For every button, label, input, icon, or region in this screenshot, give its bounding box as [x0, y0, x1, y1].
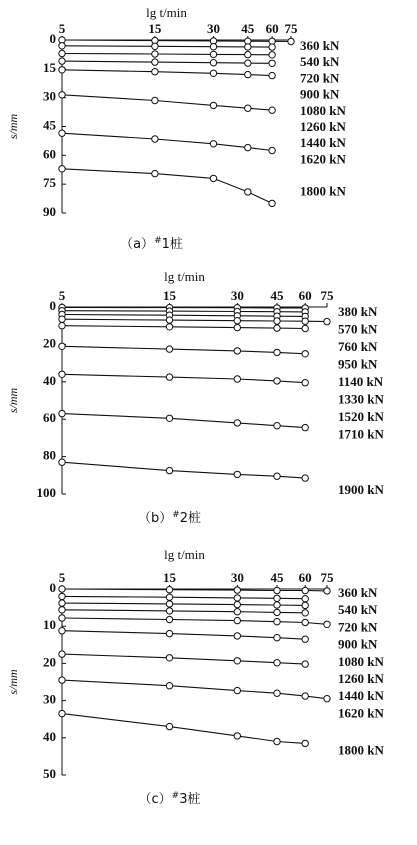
data-point: [210, 44, 216, 50]
data-point: [234, 595, 240, 601]
data-point: [302, 610, 308, 616]
load-label: 1080 kN: [300, 102, 346, 118]
chart-title: lg t/min: [164, 268, 205, 284]
series-line-6: [62, 346, 305, 354]
load-label: 1260 kN: [338, 670, 384, 686]
x-tick-label: 75: [320, 570, 334, 585]
load-label: 360 kN: [300, 37, 340, 53]
data-point: [274, 602, 280, 608]
data-point: [59, 58, 65, 64]
data-point: [302, 325, 308, 331]
series-line-3: [62, 603, 305, 605]
data-point: [166, 317, 172, 323]
load-label: 760 kN: [338, 338, 378, 354]
load-label: 1260 kN: [300, 118, 346, 134]
data-point: [166, 723, 172, 729]
data-point: [234, 471, 240, 477]
data-point: [166, 594, 172, 600]
data-point: [152, 170, 158, 176]
series-line-9: [62, 714, 305, 744]
data-point: [324, 318, 330, 324]
data-point: [302, 351, 308, 357]
data-point: [59, 710, 65, 716]
y-tick-label: 20: [43, 335, 56, 351]
load-label: 360 kN: [338, 584, 378, 600]
data-point: [234, 733, 240, 739]
series-line-8: [62, 169, 272, 204]
y-axis-label: s/mm: [5, 669, 20, 695]
series-line-4: [62, 319, 327, 321]
data-point: [302, 693, 308, 699]
x-tick-label: 60: [298, 288, 312, 303]
load-label: 1900 kN: [338, 481, 384, 497]
load-label: 1710 kN: [338, 426, 384, 442]
data-point: [59, 593, 65, 599]
x-tick-label: 75: [284, 21, 298, 36]
series-line-3: [62, 315, 305, 317]
series-line-2: [62, 596, 305, 598]
y-tick-label: 40: [43, 372, 56, 388]
load-label: 1520 kN: [338, 408, 384, 424]
data-point: [210, 175, 216, 181]
data-point: [274, 619, 280, 625]
data-point: [234, 609, 240, 615]
x-tick-label: 45: [270, 570, 284, 585]
data-point: [166, 324, 172, 330]
load-label: 1800 kN: [300, 183, 346, 199]
data-point: [302, 740, 308, 746]
load-label: 1620 kN: [300, 151, 346, 167]
data-point: [166, 415, 172, 421]
load-label: 540 kN: [338, 602, 378, 618]
data-point: [166, 374, 172, 380]
data-point: [59, 130, 65, 136]
panel-caption: （c）#3桩: [138, 791, 201, 807]
series-line-5: [62, 618, 327, 624]
y-tick-label: 90: [43, 203, 56, 219]
data-point: [234, 617, 240, 623]
y-tick-label: 20: [43, 654, 56, 670]
chart-title: lg t/min: [164, 546, 205, 562]
data-point: [166, 616, 172, 622]
data-point: [324, 588, 330, 594]
x-tick-label: 15: [148, 21, 162, 36]
data-point: [324, 696, 330, 702]
load-label: 1080 kN: [338, 653, 384, 669]
data-point: [274, 587, 280, 593]
data-point: [59, 459, 65, 465]
x-tick-label: 75: [320, 288, 334, 303]
load-label: 900 kN: [300, 86, 340, 102]
data-point: [152, 136, 158, 142]
x-tick-label: 5: [58, 288, 66, 303]
data-point: [210, 102, 216, 108]
load-label: 900 kN: [338, 636, 378, 652]
x-tick-label: 30: [207, 21, 221, 36]
data-point: [324, 621, 330, 627]
data-point: [234, 318, 240, 324]
data-point: [274, 609, 280, 615]
x-tick-label: 45: [270, 288, 284, 303]
data-point: [59, 67, 65, 73]
data-point: [166, 601, 172, 607]
data-point: [166, 467, 172, 473]
load-label: 380 kN: [338, 303, 378, 319]
y-axis-label: s/mm: [5, 387, 20, 414]
data-point: [210, 51, 216, 57]
data-point: [269, 147, 275, 153]
y-tick-label: 40: [43, 728, 56, 744]
load-label: 720 kN: [338, 619, 378, 635]
data-point: [166, 683, 172, 689]
data-point: [269, 60, 275, 66]
series-line-8: [62, 414, 305, 428]
x-tick-label: 5: [58, 570, 66, 585]
data-point: [59, 410, 65, 416]
data-point: [302, 596, 308, 602]
data-point: [234, 687, 240, 693]
data-point: [166, 346, 172, 352]
data-point: [234, 601, 240, 607]
data-point: [245, 71, 251, 77]
data-point: [234, 658, 240, 664]
series-line-2: [62, 311, 305, 312]
data-point: [210, 60, 216, 66]
y-tick-label: 0: [49, 297, 56, 313]
series-line-4: [62, 61, 272, 63]
data-point: [152, 97, 158, 103]
chart-panel-2: [6, 269, 385, 526]
data-point: [245, 144, 251, 150]
data-point: [269, 72, 275, 78]
data-point: [274, 635, 280, 641]
y-tick-label: 60: [43, 146, 56, 162]
data-point: [274, 738, 280, 744]
data-point: [274, 690, 280, 696]
x-tick-label: 5: [58, 21, 66, 36]
data-point: [245, 51, 251, 57]
data-point: [302, 587, 308, 593]
data-point: [302, 602, 308, 608]
y-tick-label: 30: [43, 88, 56, 104]
load-label: 1330 kN: [338, 391, 384, 407]
data-point: [152, 69, 158, 75]
data-point: [166, 655, 172, 661]
x-tick-label: 45: [241, 21, 255, 36]
data-point: [166, 608, 172, 614]
data-point: [245, 105, 251, 111]
data-point: [234, 633, 240, 639]
data-point: [274, 378, 280, 384]
panel-caption: （b）#2桩: [137, 510, 202, 526]
data-point: [166, 630, 172, 636]
series-line-7: [62, 374, 305, 382]
data-point: [59, 166, 65, 172]
data-point: [274, 660, 280, 666]
series-line-7: [62, 654, 305, 664]
load-label: 720 kN: [300, 70, 340, 86]
x-tick-label: 30: [230, 288, 244, 303]
series-line-7: [62, 133, 272, 150]
panel-caption: （a）#1桩: [120, 236, 183, 252]
load-label: 540 kN: [300, 54, 340, 70]
series-line-2: [62, 46, 272, 47]
y-tick-label: 100: [36, 484, 56, 500]
data-point: [152, 51, 158, 57]
data-point: [59, 677, 65, 683]
data-point: [152, 43, 158, 49]
y-tick-label: 80: [43, 447, 56, 463]
y-tick-label: 15: [43, 59, 56, 75]
series-line-9: [62, 462, 305, 478]
x-tick-label: 30: [230, 570, 244, 585]
data-point: [274, 318, 280, 324]
data-point: [59, 50, 65, 56]
data-point: [234, 324, 240, 330]
data-point: [302, 636, 308, 642]
data-point: [59, 43, 65, 49]
data-point: [274, 423, 280, 429]
load-label: 1440 kN: [300, 135, 346, 151]
data-point: [59, 371, 65, 377]
x-tick-label: 15: [163, 570, 177, 585]
chart-panel-3: [6, 547, 385, 807]
data-point: [59, 600, 65, 606]
data-point: [59, 607, 65, 613]
series-line-5: [62, 326, 305, 329]
chart-panel-1: [6, 5, 347, 252]
data-point: [210, 70, 216, 76]
load-label: 1620 kN: [338, 705, 384, 721]
data-point: [59, 343, 65, 349]
series-line-4: [62, 610, 305, 613]
data-point: [59, 323, 65, 329]
load-label: 570 kN: [338, 321, 378, 337]
data-point: [302, 424, 308, 430]
x-tick-label: 60: [265, 21, 279, 36]
data-point: [288, 38, 294, 44]
data-point: [245, 44, 251, 50]
data-point: [234, 376, 240, 382]
series-line-3: [62, 54, 272, 55]
data-point: [274, 595, 280, 601]
data-point: [302, 380, 308, 386]
y-tick-label: 75: [43, 175, 56, 191]
load-label: 1800 kN: [338, 742, 384, 758]
series-line-5: [62, 70, 272, 76]
data-point: [234, 348, 240, 354]
data-point: [59, 586, 65, 592]
data-point: [59, 628, 65, 634]
data-point: [210, 141, 216, 147]
data-point: [59, 615, 65, 621]
y-tick-label: 0: [49, 30, 56, 46]
data-point: [274, 473, 280, 479]
y-tick-label: 50: [43, 765, 56, 781]
data-point: [269, 200, 275, 206]
data-point: [274, 325, 280, 331]
series-line-6: [62, 631, 305, 640]
data-point: [234, 420, 240, 426]
data-point: [245, 189, 251, 195]
data-point: [59, 316, 65, 322]
data-point: [234, 587, 240, 593]
x-tick-label: 15: [163, 288, 177, 303]
series-line-6: [62, 95, 272, 110]
data-point: [302, 318, 308, 324]
series-line-8: [62, 680, 327, 699]
data-point: [245, 60, 251, 66]
chart-title: lg t/min: [146, 4, 187, 20]
y-axis-label: s/mm: [5, 113, 20, 140]
y-tick-label: 30: [43, 691, 56, 707]
y-tick-label: 60: [43, 410, 56, 426]
y-tick-label: 45: [43, 117, 56, 133]
data-point: [302, 475, 308, 481]
data-point: [152, 59, 158, 65]
load-label: 1440 kN: [338, 688, 384, 704]
data-point: [302, 619, 308, 625]
data-point: [59, 92, 65, 98]
data-point: [269, 44, 275, 50]
y-tick-label: 0: [49, 579, 56, 595]
data-point: [302, 661, 308, 667]
y-tick-label: 10: [43, 617, 56, 633]
load-label: 1140 kN: [338, 373, 384, 389]
data-point: [269, 52, 275, 58]
x-tick-label: 60: [298, 570, 312, 585]
series-line-1: [62, 307, 305, 308]
data-point: [269, 107, 275, 113]
data-point: [274, 349, 280, 355]
load-label: 950 kN: [338, 356, 378, 372]
data-point: [59, 651, 65, 657]
data-point: [166, 587, 172, 593]
